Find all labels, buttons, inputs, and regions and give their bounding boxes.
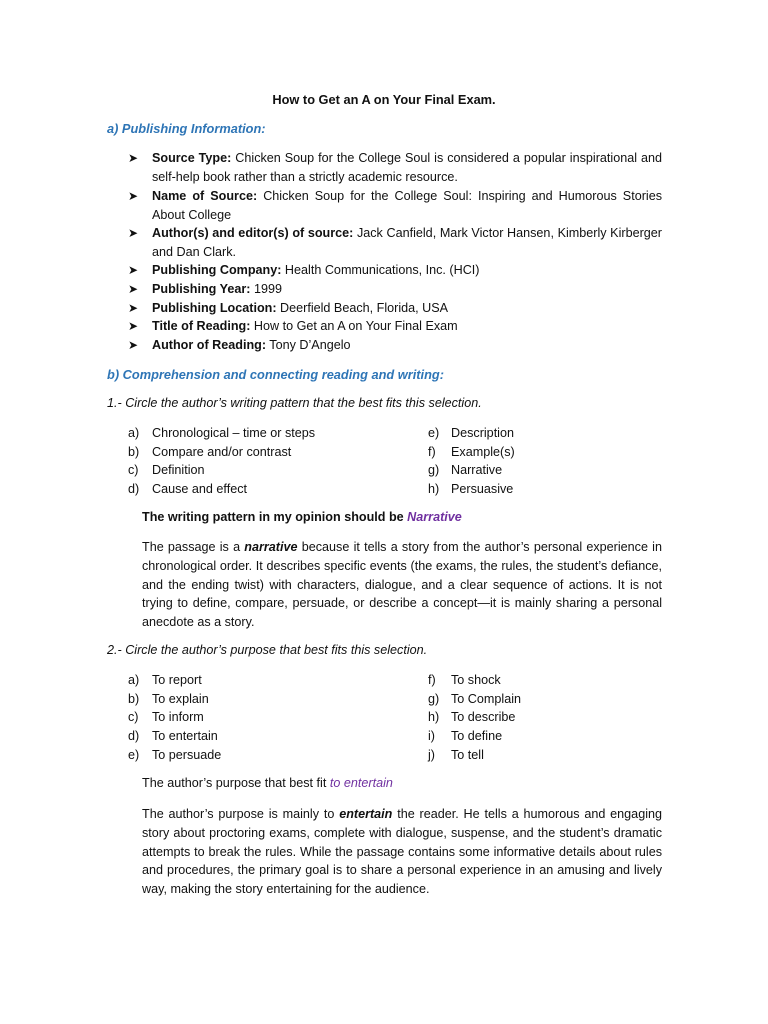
explanation-emphasis: entertain bbox=[339, 807, 393, 821]
option-letter: i) bbox=[428, 729, 435, 743]
item-value: Jack Canfield, Mark Victor Hansen, Kimberly Kirberger and Dan Clark. bbox=[152, 226, 662, 259]
option-letter: f) bbox=[428, 445, 436, 459]
answer-value: to entertain bbox=[329, 776, 393, 790]
option-text: To persuade bbox=[152, 748, 222, 762]
answer-prefix: The author’s purpose that best fit bbox=[142, 776, 330, 790]
explanation-post: because it tells a story from the author’s personal experience in chronological order. It describes specific events (the exams, the rules, the student’s defiance, and the ending twist) with characters, dialogue, and a clear sequence of actions. It is not trying to define, compare, persuade, or describe a concept—it is mainly sharing a personal anecdote as a story. bbox=[142, 540, 662, 630]
option-text: Definition bbox=[152, 463, 205, 477]
list-item bbox=[152, 280, 662, 299]
explanation-2 bbox=[142, 805, 662, 899]
item-value: Tony D’Angelo bbox=[266, 338, 351, 352]
option-letter: h) bbox=[428, 710, 440, 724]
item-value: 1999 bbox=[250, 282, 282, 296]
option-text: To report bbox=[152, 673, 202, 687]
option-letter: c) bbox=[128, 463, 139, 477]
list-item bbox=[152, 317, 662, 336]
option-letter: g) bbox=[428, 692, 440, 706]
explanation-post: the reader. He tells a humorous and engaging story about proctoring exams, complete with dialogue, suspense, and the student’s dramatic attempts to break the rules. While the passage contains some informative details about rules and procedures, the primary goal is to share a personal experience in an amusing and lively way, making the story entertaining for the audience. bbox=[142, 807, 663, 897]
option-text: Narrative bbox=[451, 463, 503, 477]
option-text: To inform bbox=[152, 710, 204, 724]
option-text: Cause and effect bbox=[152, 482, 247, 496]
option-text: To explain bbox=[152, 692, 209, 706]
question-2: 2.- Circle the author’s purpose that best fits this selection. bbox=[107, 643, 428, 657]
option-letter: e) bbox=[428, 426, 440, 440]
explanation-emphasis: narrative bbox=[244, 540, 298, 554]
item-label: Publishing Location: bbox=[152, 301, 277, 315]
section-b-heading: b) Comprehension and connecting reading and writing: bbox=[107, 367, 444, 382]
item-label: Title of Reading: bbox=[152, 319, 251, 333]
arrow-bullet-icon: ➤ bbox=[128, 301, 139, 315]
option-letter: a) bbox=[128, 673, 140, 687]
item-label: Source Type: bbox=[152, 151, 232, 165]
option-letter: a) bbox=[128, 426, 140, 440]
item-label: Author of Reading: bbox=[152, 338, 267, 352]
arrow-bullet-icon: ➤ bbox=[128, 189, 139, 203]
answer-2-line bbox=[142, 776, 393, 790]
answer-prefix: The writing pattern in my opinion should be bbox=[142, 510, 408, 524]
option-letter: b) bbox=[128, 692, 140, 706]
option-text: To describe bbox=[451, 710, 516, 724]
list-item bbox=[152, 299, 662, 318]
item-label: Author(s) and editor(s) of source: bbox=[152, 226, 354, 240]
list-item bbox=[152, 187, 662, 224]
section-a-heading: a) Publishing Information: bbox=[107, 121, 266, 136]
option-letter: g) bbox=[428, 463, 440, 477]
option-letter: d) bbox=[128, 482, 140, 496]
list-item bbox=[152, 149, 662, 186]
list-item bbox=[152, 261, 662, 280]
explanation-pre: The passage is a bbox=[142, 540, 245, 554]
option-letter: b) bbox=[128, 445, 140, 459]
option-letter: c) bbox=[128, 710, 139, 724]
option-letter: e) bbox=[128, 748, 140, 762]
item-label: Name of Source: bbox=[152, 189, 258, 203]
option-text: To define bbox=[451, 729, 503, 743]
answer-1-line bbox=[142, 510, 462, 524]
option-text: To tell bbox=[451, 748, 484, 762]
item-label: Publishing Company: bbox=[152, 263, 282, 277]
arrow-bullet-icon: ➤ bbox=[128, 226, 139, 240]
answer-value: Narrative bbox=[407, 510, 462, 524]
arrow-bullet-icon: ➤ bbox=[128, 282, 139, 296]
explanation-pre: The author’s purpose is mainly to bbox=[142, 807, 340, 821]
option-text: To Complain bbox=[451, 692, 521, 706]
item-value: Deerfield Beach, Florida, USA bbox=[276, 301, 449, 315]
option-letter: f) bbox=[428, 673, 436, 687]
item-value: How to Get an A on Your Final Exam bbox=[250, 319, 458, 333]
list-item bbox=[152, 336, 662, 355]
option-text: To shock bbox=[451, 673, 501, 687]
question-1: 1.- Circle the author’s writing pattern that the best fits this selection. bbox=[107, 396, 482, 410]
arrow-bullet-icon: ➤ bbox=[128, 319, 139, 333]
option-letter: h) bbox=[428, 482, 440, 496]
item-value: Chicken Soup for the College Soul: Inspiring and Humorous Stories About College bbox=[152, 189, 663, 222]
option-text: Compare and/or contrast bbox=[152, 445, 292, 459]
arrow-bullet-icon: ➤ bbox=[128, 151, 139, 165]
option-text: Description bbox=[451, 426, 514, 440]
option-text: Chronological – time or steps bbox=[152, 426, 316, 440]
list-item bbox=[152, 224, 662, 261]
option-letter: j) bbox=[428, 748, 435, 762]
document-title: How to Get an A on Your Final Exam. bbox=[272, 92, 496, 107]
item-label: Publishing Year: bbox=[152, 282, 251, 296]
explanation-1 bbox=[142, 538, 662, 632]
option-text: To entertain bbox=[152, 729, 218, 743]
option-letter: d) bbox=[128, 729, 140, 743]
arrow-bullet-icon: ➤ bbox=[128, 338, 139, 352]
option-text: Example(s) bbox=[451, 445, 515, 459]
item-value: Health Communications, Inc. (HCI) bbox=[281, 263, 480, 277]
item-value: Chicken Soup for the College Soul is considered a popular inspirational and self-help book rather than a strictly academic resource. bbox=[152, 151, 662, 184]
option-text: Persuasive bbox=[451, 482, 514, 496]
arrow-bullet-icon: ➤ bbox=[128, 263, 139, 277]
